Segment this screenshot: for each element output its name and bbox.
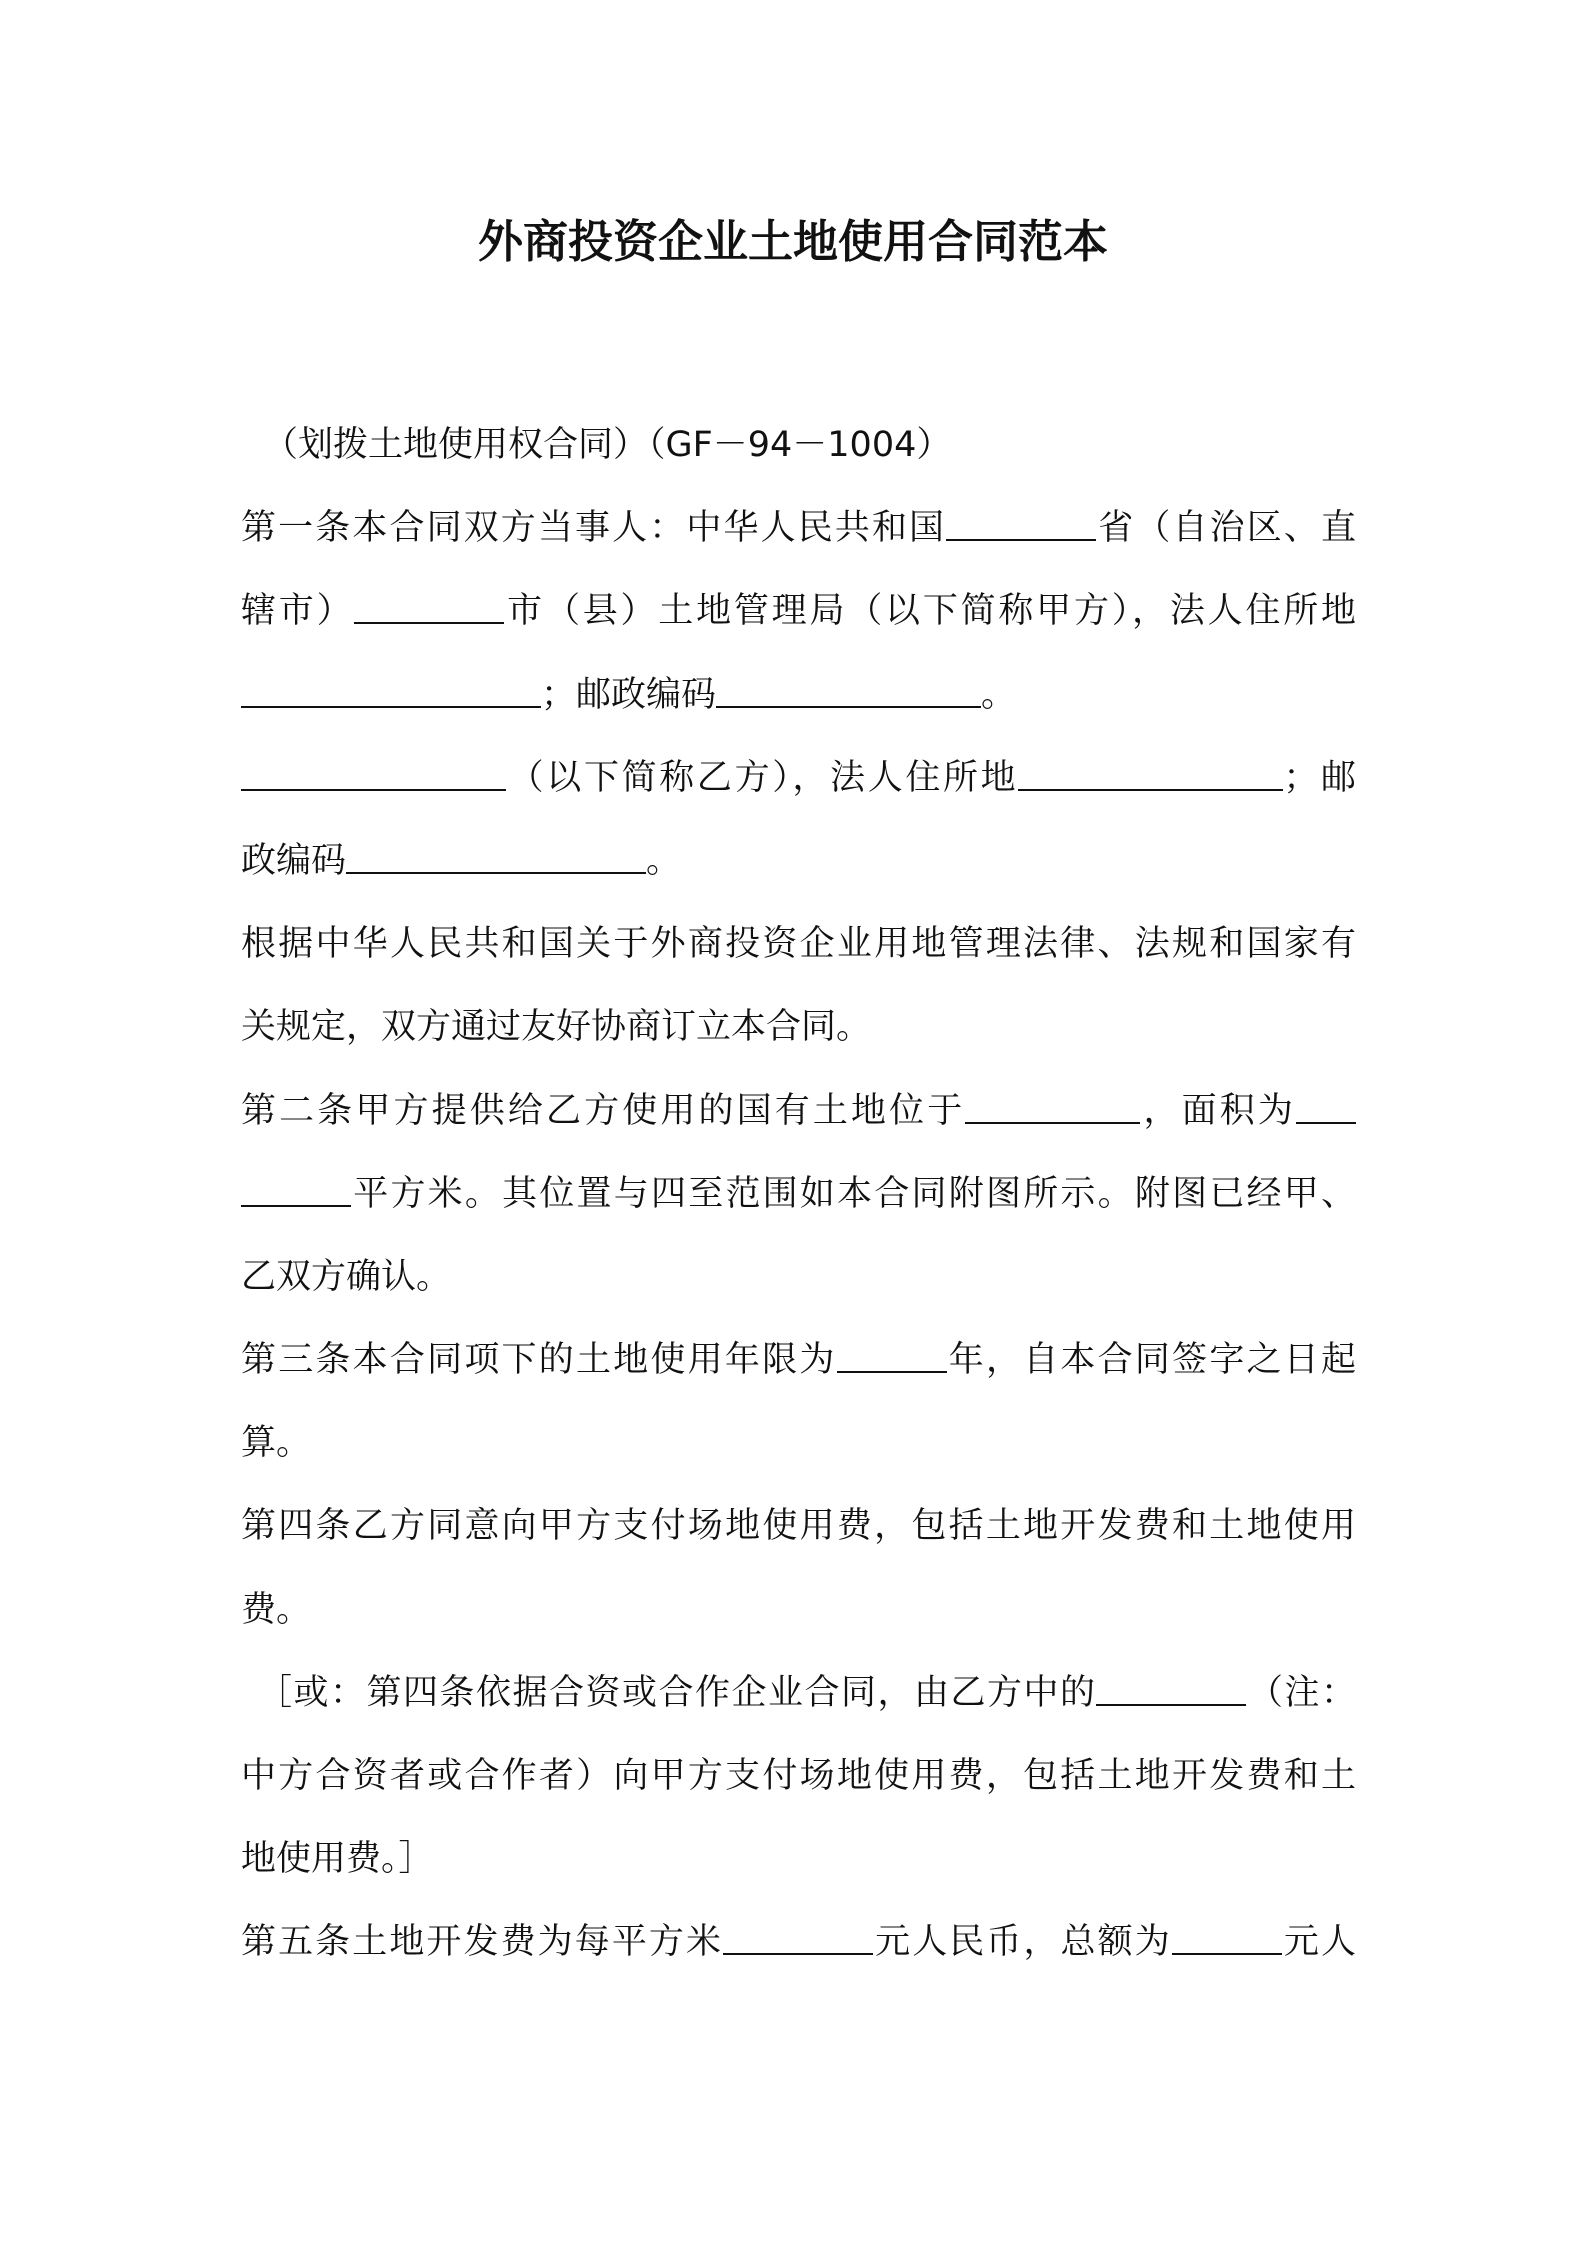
article-1-line-5 [241, 820, 1356, 903]
text-segment: 省（自治区、直 [1096, 508, 1356, 549]
article-2-line-2 [241, 1153, 1356, 1236]
article-1-line-3 [241, 654, 1356, 737]
text-segment: 第二条甲方提供给乙方使用的国有土地位于 [241, 1090, 966, 1131]
basis-line-2: 关规定，双方通过友好协商订立本合同。 [241, 1007, 872, 1048]
document-body [241, 404, 1356, 1985]
document-title: 外商投资企业土地使用合同范本 [477, 215, 1108, 268]
text-segment: 政编码 [241, 840, 347, 881]
blank-land-area-end [241, 1169, 351, 1207]
text-segment: ，面积为 [1140, 1090, 1296, 1131]
blank-party-a-address [241, 670, 541, 708]
text-segment: 元人 [1281, 1922, 1356, 1963]
blank-fee-per-sqm [723, 1917, 873, 1955]
blank-land-location [965, 1086, 1140, 1124]
text-segment: ；邮 [1283, 757, 1356, 798]
article-3-line-1 [241, 1319, 1356, 1402]
article-4-line-2: 费。 [241, 1589, 312, 1630]
text-segment: 元人民币，总额为 [873, 1922, 1172, 1963]
text-segment: 辖市） [241, 591, 355, 632]
article-3-line-2: 算。 [241, 1423, 312, 1464]
blank-term-years [837, 1335, 947, 1373]
article-4-alt-line-3: 地使用费。］ [241, 1839, 434, 1880]
text-segment: 第三条本合同项下的土地使用年限为 [241, 1340, 837, 1381]
text-segment: 市（县）土地管理局（以下简称甲方），法人住所地 [504, 591, 1356, 632]
article-4-alt-line-1 [241, 1652, 1356, 1735]
text-segment: ；邮政编码 [541, 674, 717, 715]
text-segment: 。 [981, 674, 1017, 715]
document-subtitle: （划拨土地使用权合同）（GF－94－1004） [263, 425, 952, 465]
text-segment: 年，自本合同签字之日起 [946, 1340, 1356, 1381]
blank-chinese-party [1096, 1668, 1246, 1706]
blank-party-a-postcode [716, 670, 981, 708]
text-segment: 平方米。其位置与四至范围如本合同附图所示。附图已经甲、 [351, 1173, 1356, 1214]
text-segment: （以下简称乙方），法人住所地 [506, 757, 1019, 798]
blank-land-area-start [1296, 1086, 1356, 1124]
text-segment: （注： [1246, 1672, 1356, 1713]
article-1-line-2 [241, 570, 1356, 653]
blank-fee-total [1172, 1917, 1282, 1955]
article-2-line-1 [241, 1070, 1356, 1153]
blank-city [354, 586, 504, 624]
basis-line-1: 根据中华人民共和国关于外商投资企业用地管理法律、法规和国家有 [241, 924, 1356, 965]
blank-party-b-postcode [346, 836, 646, 874]
text-segment: ［或：第四条依据合资或合作企业合同，由乙方中的 [257, 1672, 1097, 1713]
article-1-line-1 [241, 487, 1356, 570]
text-segment: 第五条土地开发费为每平方米 [241, 1922, 724, 1963]
article-4-line-1: 第四条乙方同意向甲方支付场地使用费，包括土地开发费和土地使用 [241, 1506, 1356, 1547]
article-5-line-1 [241, 1901, 1356, 1984]
blank-party-b-address [1018, 753, 1283, 791]
article-2-line-3: 乙双方确认。 [241, 1256, 452, 1297]
article-4-alt-line-2: 中方合资者或合作者）向甲方支付场地使用费，包括土地开发费和土 [241, 1756, 1356, 1796]
blank-party-b-name [241, 753, 506, 791]
text-segment: 第一条本合同双方当事人：中华人民共和国 [241, 508, 947, 549]
text-segment: 。 [646, 840, 682, 881]
article-1-line-4 [241, 737, 1356, 820]
blank-province [946, 503, 1096, 541]
